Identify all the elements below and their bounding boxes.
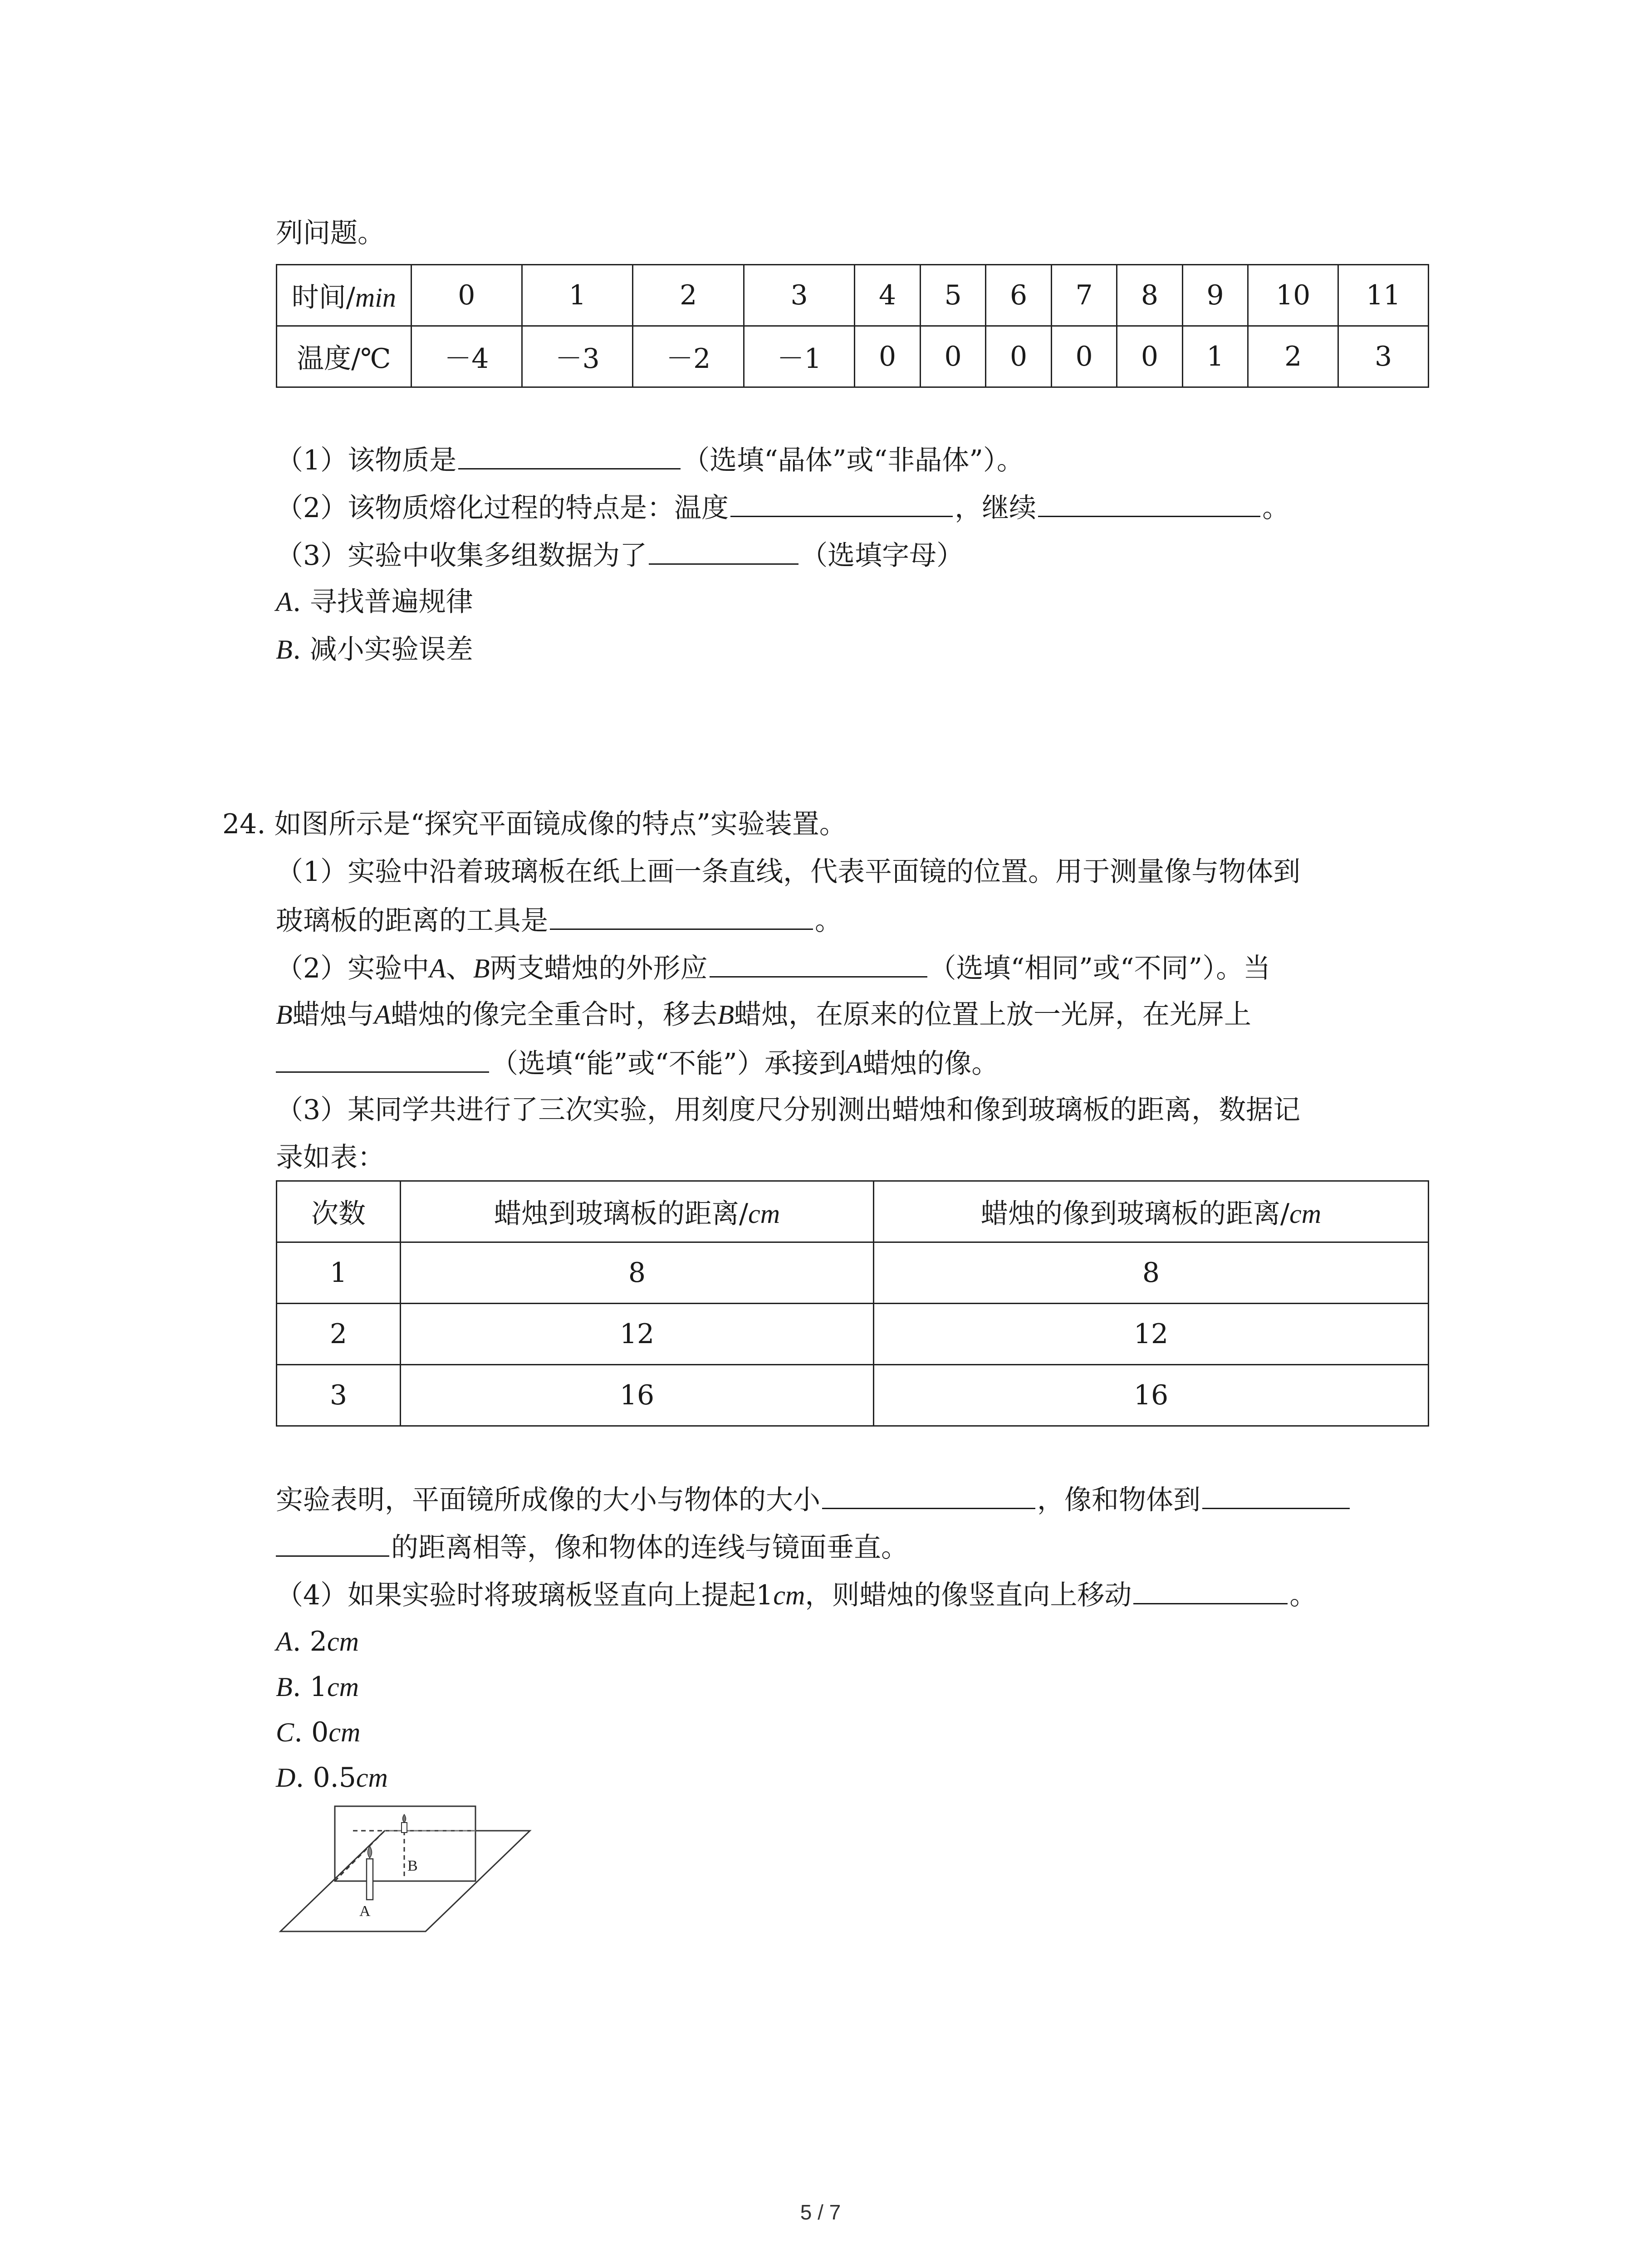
header-candle-distance: 蜡烛到玻璃板的距离/cm (401, 1181, 874, 1242)
temp-cell: 0 (855, 326, 920, 387)
answer-blank[interactable] (649, 535, 798, 565)
header-count: 次数 (277, 1181, 401, 1242)
temp-cell: －3 (522, 326, 633, 387)
time-cell: 1 (522, 265, 633, 326)
table-cell: 3 (277, 1365, 401, 1426)
q24-option-b[interactable]: B. 1cm (276, 1671, 359, 1703)
time-cell: 7 (1051, 265, 1117, 326)
answer-blank[interactable] (276, 1527, 389, 1557)
q24-part1-line2: 玻璃板的距离的工具是 。 (276, 900, 842, 940)
q24-option-a[interactable]: A. 2cm (276, 1626, 359, 1657)
temp-cell: 0 (1051, 326, 1117, 387)
time-cell: 10 (1248, 265, 1338, 326)
q24-part1-line1: （1）实验中沿着玻璃板在纸上画一条直线，代表平面镜的位置。用于测量像与物体到 (276, 856, 1301, 888)
q23-option-a[interactable]: A. 寻找普遍规律 (276, 586, 473, 618)
q23-lead: 列问题。 (276, 217, 385, 249)
table-cell: 12 (401, 1304, 874, 1365)
time-cell: 6 (986, 265, 1051, 326)
q24-part3-line2: 录如表： (276, 1142, 385, 1173)
time-cell: 2 (633, 265, 744, 326)
table-cell: 2 (277, 1304, 401, 1365)
answer-blank[interactable] (730, 488, 953, 517)
q24-part2-line1: （2）实验中A、B两支蜡烛的外形应 （选填“相同”或“不同”）。当 (276, 948, 1270, 987)
time-cell: 0 (411, 265, 522, 326)
q24-option-c[interactable]: C. 0cm (276, 1716, 361, 1748)
time-cell: 8 (1117, 265, 1182, 326)
time-cell: 5 (920, 265, 985, 326)
table-cell: 1 (277, 1242, 401, 1304)
figure-label-b: B (407, 1857, 418, 1874)
answer-blank[interactable] (1202, 1480, 1350, 1509)
mirror-experiment-figure (276, 1804, 539, 1941)
temp-cell: 0 (1117, 326, 1182, 387)
candle-a (367, 1846, 373, 1900)
time-cell: 4 (855, 265, 920, 326)
table-cell: 12 (874, 1304, 1429, 1365)
candle-b (402, 1814, 407, 1833)
table-cell: 8 (874, 1242, 1429, 1304)
time-cell: 9 (1182, 265, 1248, 326)
answer-blank[interactable] (710, 948, 927, 978)
page-number: 5 / 7 (800, 2200, 841, 2224)
temp-cell: －1 (744, 326, 854, 387)
answer-blank[interactable] (458, 440, 681, 469)
q24-part3-line1: （3）某同学共进行了三次实验，用刻度尺分别测出蜡烛和像到玻璃板的距离，数据记 (276, 1094, 1301, 1126)
temp-cell: 3 (1338, 326, 1429, 387)
hidden-edge (335, 1831, 385, 1881)
q24-part2-line2: B蜡烛与A蜡烛的像完全重合时，移去B蜡烛，在原来的位置上放一光屏，在光屏上 (276, 999, 1251, 1031)
table-cell: 8 (401, 1242, 874, 1304)
figure-label-a: A (359, 1903, 371, 1920)
temperature-table (276, 264, 1429, 388)
q23-part1: （1）该物质是 （选填“晶体”或“非晶体”）。 (276, 440, 1024, 479)
temp-cell: 2 (1248, 326, 1338, 387)
q23-part2: （2）该物质熔化过程的特点是：温度 ，继续 。 (276, 488, 1289, 527)
q24-title: 24. 如图所示是“探究平面镜成像的特点”实验装置。 (222, 808, 847, 840)
answer-blank[interactable] (1133, 1575, 1288, 1604)
table-cell: 16 (874, 1365, 1429, 1426)
table-cell: 16 (401, 1365, 874, 1426)
answer-blank[interactable] (822, 1480, 1035, 1509)
time-cell: 11 (1338, 265, 1429, 326)
q24-conclusion-line1: 实验表明，平面镜所成像的大小与物体的大小 ，像和物体到 (276, 1480, 1350, 1519)
q23-option-b[interactable]: B. 减小实验误差 (276, 634, 473, 665)
temp-cell: －2 (633, 326, 744, 387)
time-cell: 3 (744, 265, 854, 326)
temp-cell: 0 (986, 326, 1051, 387)
temp-cell: 0 (920, 326, 985, 387)
answer-blank[interactable] (550, 900, 813, 930)
answer-blank[interactable] (1038, 488, 1260, 517)
temp-cell: －4 (411, 326, 522, 387)
row-label-time: 时间/min (277, 265, 411, 326)
q23-part3: （3）实验中收集多组数据为了 （选填字母） (276, 535, 964, 575)
answer-blank[interactable] (276, 1043, 489, 1073)
header-image-distance: 蜡烛的像到玻璃板的距离/cm (874, 1181, 1429, 1242)
temp-cell: 1 (1182, 326, 1248, 387)
q24-option-d[interactable]: D. 0.5cm (276, 1762, 388, 1794)
row-label-temperature: 温度/℃ (277, 326, 411, 387)
q24-part2-line3: （选填“能”或“不能”）承接到A蜡烛的像。 (276, 1043, 999, 1083)
q24-conclusion-line2: 的距离相等，像和物体的连线与镜面垂直。 (276, 1527, 908, 1567)
q24-part4: （4）如果实验时将玻璃板竖直向上提起1cm，则蜡烛的像竖直向上移动 。 (276, 1575, 1317, 1614)
distance-table (276, 1180, 1429, 1427)
